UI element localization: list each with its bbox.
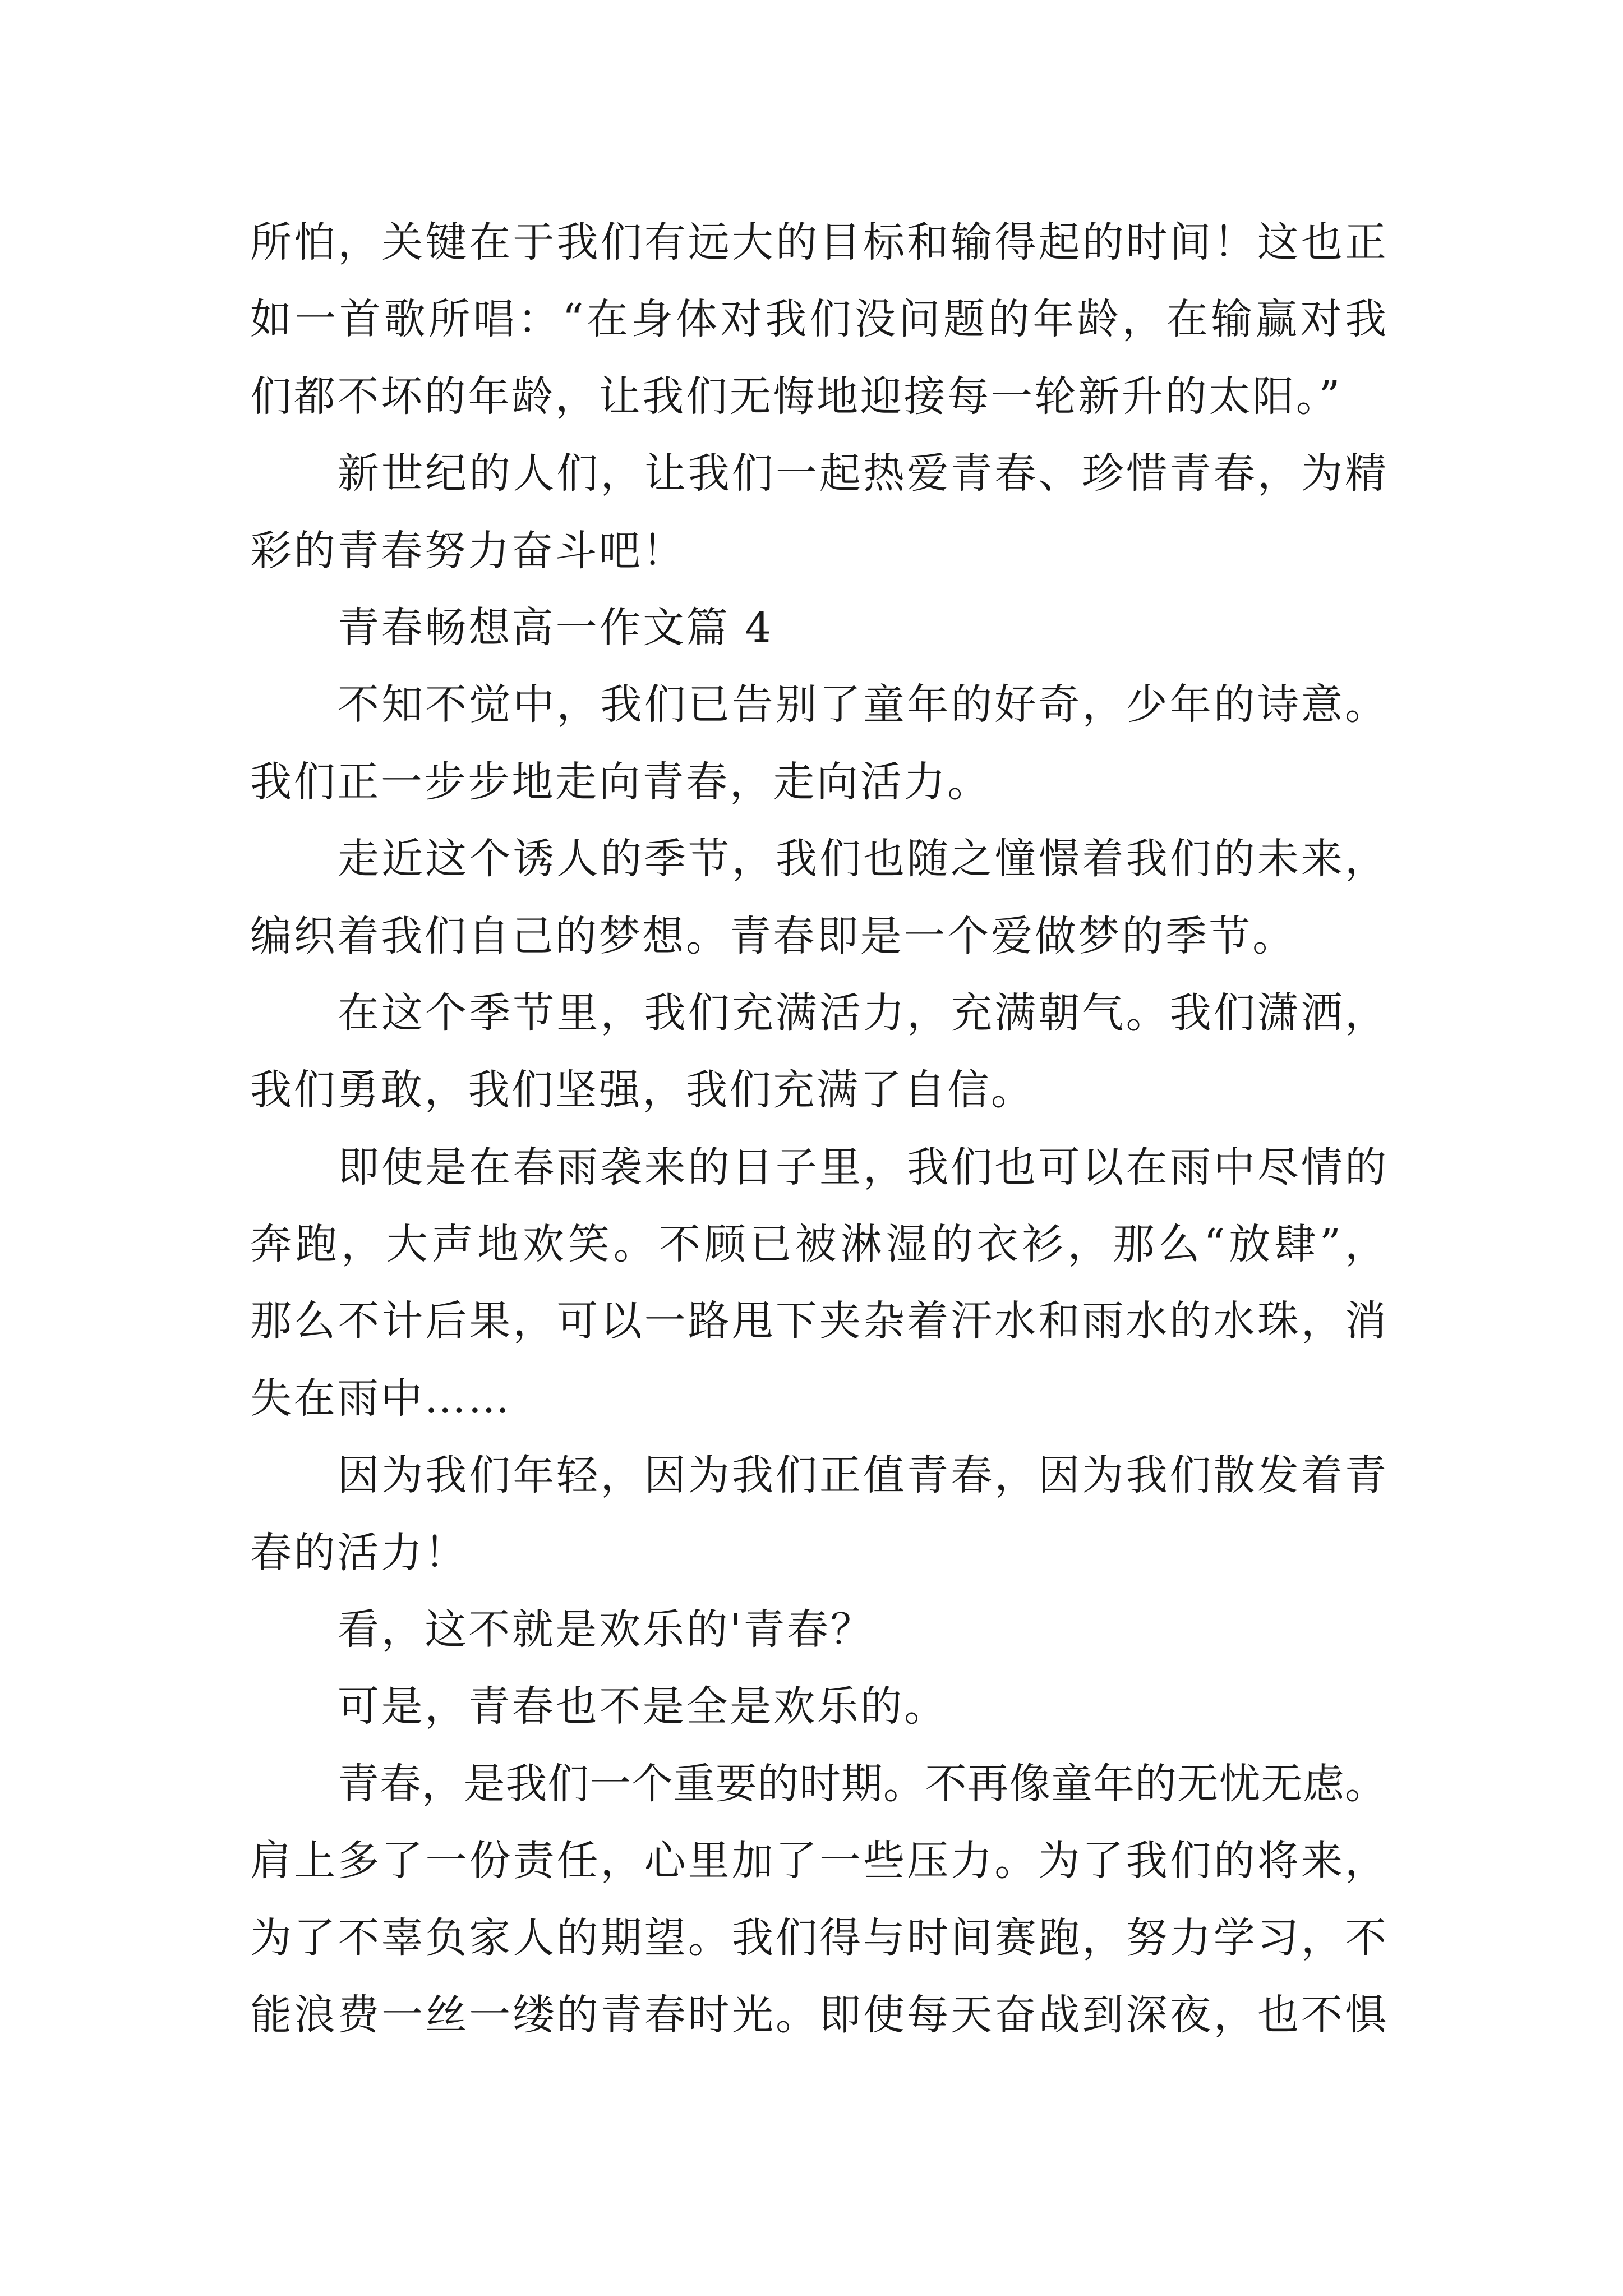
- text-line: 青春，是我们一个重要的时期。不再像童年的无忧无虑。: [338, 1759, 1386, 1808]
- paragraph: [250, 1591, 1386, 1668]
- paragraph: [250, 821, 1386, 975]
- text-line: 在这个季节里，我们充满活力，充满朝气。我们潇洒，: [338, 988, 1386, 1037]
- text-line: 即使是在春雨袭来的日子里，我们也可以在雨中尽情的: [338, 1143, 1386, 1191]
- text-line: 肩上多了一份责任，心里加了一些压力。为了我们的将来，: [250, 1837, 1386, 1885]
- paragraph: [250, 204, 1386, 435]
- paragraph: [250, 1746, 1386, 2054]
- text-line: 不知不觉中，我们已告别了童年的好奇，少年的诗意。: [338, 680, 1386, 729]
- text-line: 编织着我们自己的梦想。青春即是一个爱做梦的季节。: [250, 912, 1296, 960]
- text-line: 失在雨中……: [250, 1374, 512, 1423]
- text-line: 所怕，关键在于我们有远大的目标和输得起的时间！这也正: [250, 218, 1386, 266]
- text-line: 奔跑，大声地欢笑。不顾已被淋湿的衣衫，那么“放肆”，: [250, 1220, 1386, 1269]
- text-line: 我们勇敢，我们坚强，我们充满了自信。: [250, 1066, 1035, 1115]
- text-line: 那么不计后果，可以一路甩下夹杂着汗水和雨水的水珠，消: [250, 1297, 1386, 1346]
- text-line: 能浪费一丝一缕的青春时光。即使每天奋战到深夜，也不惧: [250, 1990, 1386, 2039]
- text-line: 因为我们年轻，因为我们正值青春，因为我们散发着青: [338, 1451, 1386, 1500]
- paragraph: [250, 666, 1386, 821]
- text-line: 如一首歌所唱：“在身体对我们没问题的年龄，在输赢对我: [250, 295, 1386, 344]
- paragraph: [250, 435, 1386, 590]
- text-line: 可是，青春也不是全是欢乐的。: [338, 1682, 948, 1731]
- text-line: 看，这不就是欢乐的'青春？: [338, 1605, 874, 1654]
- paragraph: [250, 975, 1386, 1129]
- text-line: 新世纪的人们，让我们一起热爱青春、珍惜青春，为精: [338, 449, 1386, 498]
- text-line: 我们正一步步地走向青春，走向活力。: [250, 757, 991, 806]
- text-line: 们都不坏的年龄，让我们无悔地迎接每一轮新升的太阳。”: [250, 372, 1343, 421]
- paragraph: [250, 1437, 1386, 1591]
- essay-heading: 青春畅想高一作文篇 4: [338, 603, 774, 652]
- paragraph: [250, 1129, 1386, 1438]
- paragraph: [250, 1668, 1386, 1745]
- text-line: 走近这个诱人的季节，我们也随之憧憬着我们的未来，: [338, 835, 1386, 884]
- document-body: [250, 204, 1386, 2054]
- text-line: 春的活力！: [250, 1528, 468, 1577]
- text-line: 彩的青春努力奋斗吧！: [250, 526, 686, 575]
- text-line: 为了不辜负家人的期望。我们得与时间赛跑，努力学习，不: [250, 1913, 1386, 1962]
